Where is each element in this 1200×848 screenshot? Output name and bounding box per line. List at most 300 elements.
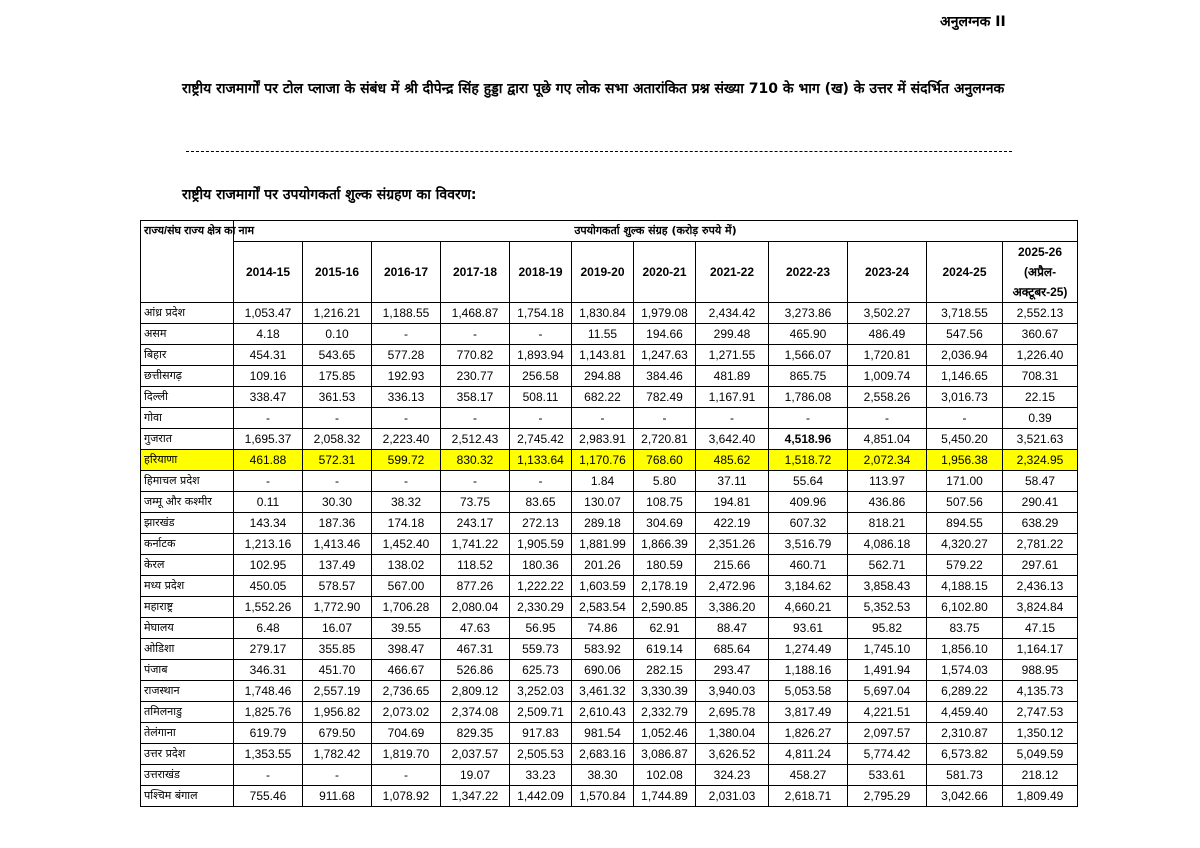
value-cell: 770.82	[441, 345, 510, 366]
value-cell: 304.69	[634, 513, 696, 534]
value-cell: 56.95	[510, 618, 572, 639]
value-cell: 2,745.42	[510, 429, 572, 450]
value-cell: 243.17	[441, 513, 510, 534]
value-cell: 3,502.27	[848, 303, 927, 324]
value-cell: 33.23	[510, 765, 572, 786]
value-cell: 174.18	[372, 513, 441, 534]
value-cell: 38.32	[372, 492, 441, 513]
value-cell: 2,080.04	[441, 597, 510, 618]
value-cell: 180.59	[634, 555, 696, 576]
value-cell: 2,374.08	[441, 702, 510, 723]
value-cell: 289.18	[572, 513, 634, 534]
value-cell: 1,603.59	[572, 576, 634, 597]
value-cell: 485.62	[696, 450, 769, 471]
value-cell: -	[234, 408, 303, 429]
state-column-header: राज्य/संघ राज्य क्षेत्र का नाम	[141, 221, 234, 303]
value-cell: 6,573.82	[927, 744, 1003, 765]
value-cell: -	[769, 408, 848, 429]
table-row	[141, 765, 1078, 786]
value-cell: 547.56	[927, 324, 1003, 345]
value-cell: 47.15	[1003, 618, 1078, 639]
value-cell: 88.47	[696, 618, 769, 639]
state-name-cell: तेलंगाना	[141, 723, 234, 744]
value-cell: 2,058.32	[303, 429, 372, 450]
value-cell: 294.88	[572, 366, 634, 387]
value-cell: 230.77	[441, 366, 510, 387]
value-cell: 384.46	[634, 366, 696, 387]
value-cell: 2,223.40	[372, 429, 441, 450]
table-row	[141, 534, 1078, 555]
state-name-cell: तमिलनाडु	[141, 702, 234, 723]
value-cell: 2,781.22	[1003, 534, 1078, 555]
value-cell: 1.84	[572, 471, 634, 492]
state-name-cell: बिहार	[141, 345, 234, 366]
value-cell: 30.30	[303, 492, 372, 513]
value-cell: 2,472.96	[696, 576, 769, 597]
value-cell: 2,590.85	[634, 597, 696, 618]
year-header: 2017-18	[441, 242, 510, 303]
value-cell: 1,222.22	[510, 576, 572, 597]
value-cell: 704.69	[372, 723, 441, 744]
value-cell: 2,558.26	[848, 387, 927, 408]
year-header: 2024-25	[927, 242, 1003, 303]
value-cell: 1,143.81	[572, 345, 634, 366]
value-cell: 4,188.15	[927, 576, 1003, 597]
state-name-cell: ओडिशा	[141, 639, 234, 660]
value-cell: 2,557.19	[303, 681, 372, 702]
value-cell: 1,518.72	[769, 450, 848, 471]
year-header: 2016-17	[372, 242, 441, 303]
value-cell: 1,745.10	[848, 639, 927, 660]
value-cell: 1,782.42	[303, 744, 372, 765]
value-cell: 2,436.13	[1003, 576, 1078, 597]
value-cell: 0.39	[1003, 408, 1078, 429]
value-cell: 130.07	[572, 492, 634, 513]
value-cell: 1,826.27	[769, 723, 848, 744]
value-cell: 782.49	[634, 387, 696, 408]
separator-line	[186, 151, 1012, 152]
state-name-cell: कर्नाटक	[141, 534, 234, 555]
table-row	[141, 681, 1078, 702]
value-cell: 11.55	[572, 324, 634, 345]
value-cell: 2,512.43	[441, 429, 510, 450]
state-name-cell: हिमाचल प्रदेश	[141, 471, 234, 492]
value-cell: 5,697.04	[848, 681, 927, 702]
value-cell: 1,413.46	[303, 534, 372, 555]
value-cell: 1,452.40	[372, 534, 441, 555]
value-cell: 1,380.04	[696, 723, 769, 744]
value-cell: 5,450.20	[927, 429, 1003, 450]
value-cell: 4,135.73	[1003, 681, 1078, 702]
value-cell: 917.83	[510, 723, 572, 744]
value-cell: 83.75	[927, 618, 1003, 639]
year-header: 2023-24	[848, 242, 927, 303]
value-cell: 1,956.38	[927, 450, 1003, 471]
value-cell: 93.61	[769, 618, 848, 639]
value-cell: 6,102.80	[927, 597, 1003, 618]
value-cell: 1,188.16	[769, 660, 848, 681]
value-cell: 2,695.78	[696, 702, 769, 723]
value-cell: 38.30	[572, 765, 634, 786]
value-cell: 1,271.55	[696, 345, 769, 366]
table-row	[141, 429, 1078, 450]
value-cell: 3,273.86	[769, 303, 848, 324]
value-cell: 1,078.92	[372, 786, 441, 807]
value-cell: 113.97	[848, 471, 927, 492]
value-cell: 460.71	[769, 555, 848, 576]
value-cell: 1,744.89	[634, 786, 696, 807]
value-cell: 4.18	[234, 324, 303, 345]
value-cell: 4,811.24	[769, 744, 848, 765]
value-cell: 180.36	[510, 555, 572, 576]
table-row	[141, 513, 1078, 534]
value-cell: 3,386.20	[696, 597, 769, 618]
value-cell: 1,274.49	[769, 639, 848, 660]
value-cell: 108.75	[634, 492, 696, 513]
table-row	[141, 702, 1078, 723]
value-cell: 3,940.03	[696, 681, 769, 702]
state-name-cell: दिल्ली	[141, 387, 234, 408]
value-cell: 894.55	[927, 513, 1003, 534]
value-cell: 3,461.32	[572, 681, 634, 702]
state-name-cell: उत्तर प्रदेश	[141, 744, 234, 765]
value-cell: 358.17	[441, 387, 510, 408]
table-row	[141, 471, 1078, 492]
value-cell: 1,956.82	[303, 702, 372, 723]
state-name-cell: आंध्र प्रदेश	[141, 303, 234, 324]
value-cell: 73.75	[441, 492, 510, 513]
value-cell: -	[234, 765, 303, 786]
state-name-cell: मध्य प्रदेश	[141, 576, 234, 597]
value-cell: 3,858.43	[848, 576, 927, 597]
value-cell: 1,216.21	[303, 303, 372, 324]
value-cell: 2,031.03	[696, 786, 769, 807]
value-cell: -	[441, 471, 510, 492]
value-cell: -	[372, 765, 441, 786]
value-cell: 526.86	[441, 660, 510, 681]
value-cell: 3,718.55	[927, 303, 1003, 324]
value-cell: 1,706.28	[372, 597, 441, 618]
table-row	[141, 450, 1078, 471]
value-cell: 467.31	[441, 639, 510, 660]
value-cell: 708.31	[1003, 366, 1078, 387]
state-name-cell: गुजरात	[141, 429, 234, 450]
state-name-cell: जम्मू और कश्मीर	[141, 492, 234, 513]
value-cell: 2,324.95	[1003, 450, 1078, 471]
value-cell: 422.19	[696, 513, 769, 534]
value-cell: 3,516.79	[769, 534, 848, 555]
value-cell: -	[303, 408, 372, 429]
value-cell: 272.13	[510, 513, 572, 534]
value-cell: 607.32	[769, 513, 848, 534]
value-cell: 4,459.40	[927, 702, 1003, 723]
value-cell: 481.89	[696, 366, 769, 387]
value-cell: 5,352.53	[848, 597, 927, 618]
value-cell: -	[927, 408, 1003, 429]
value-cell: 1,164.17	[1003, 639, 1078, 660]
value-cell: 102.95	[234, 555, 303, 576]
year-header-2025-26: 2025-26 (अप्रैल- अक्टूबर-25)	[1003, 242, 1078, 303]
value-cell: 1,819.70	[372, 744, 441, 765]
table-row	[141, 408, 1078, 429]
value-cell: -	[372, 471, 441, 492]
value-cell: 1,856.10	[927, 639, 1003, 660]
value-cell: -	[634, 408, 696, 429]
value-cell: 1,905.59	[510, 534, 572, 555]
table-row	[141, 387, 1078, 408]
value-cell: 2,683.16	[572, 744, 634, 765]
value-cell: 685.64	[696, 639, 769, 660]
value-cell: 818.21	[848, 513, 927, 534]
value-cell: 1,213.16	[234, 534, 303, 555]
value-cell: 2,610.43	[572, 702, 634, 723]
value-cell: 578.57	[303, 576, 372, 597]
value-cell: 1,167.91	[696, 387, 769, 408]
value-cell: 2,505.53	[510, 744, 572, 765]
value-cell: 1,053.47	[234, 303, 303, 324]
value-cell: 562.71	[848, 555, 927, 576]
value-cell: 436.86	[848, 492, 927, 513]
value-cell: 2,509.71	[510, 702, 572, 723]
value-cell: 1,491.94	[848, 660, 927, 681]
table-row	[141, 660, 1078, 681]
value-cell: 6,289.22	[927, 681, 1003, 702]
value-cell: 3,042.66	[927, 786, 1003, 807]
value-cell: 5,774.42	[848, 744, 927, 765]
value-cell: 1,979.08	[634, 303, 696, 324]
table-row	[141, 345, 1078, 366]
value-cell: 137.49	[303, 555, 372, 576]
value-cell: -	[441, 408, 510, 429]
value-cell: 361.53	[303, 387, 372, 408]
year-header: 2020-21	[634, 242, 696, 303]
value-cell: 4,851.04	[848, 429, 927, 450]
value-cell: 192.93	[372, 366, 441, 387]
document-heading: राष्ट्रीय राजमार्गों पर टोल प्लाजा के संबंध में श्री दीपेन्द्र सिंह हुड्डा द्वारा पूछे गए लोक सभा अतारांकित प्रश्न संख्या 710 के भाग (ख) के उत्तर में संदर्भित अनुलग्नक	[182, 81, 1005, 97]
value-cell: 355.85	[303, 639, 372, 660]
value-cell: 486.49	[848, 324, 927, 345]
value-cell: 2,795.29	[848, 786, 927, 807]
value-cell: 2,720.81	[634, 429, 696, 450]
value-cell: 559.73	[510, 639, 572, 660]
value-cell: 1,468.87	[441, 303, 510, 324]
annex-label: अनुलग्नक II	[940, 14, 1006, 30]
value-cell: 466.67	[372, 660, 441, 681]
value-cell: 3,521.63	[1003, 429, 1078, 450]
value-cell: 1,720.81	[848, 345, 927, 366]
value-cell: 877.26	[441, 576, 510, 597]
value-cell: 39.55	[372, 618, 441, 639]
value-cell: 1,566.07	[769, 345, 848, 366]
value-cell: 1,772.90	[303, 597, 372, 618]
value-cell: 3,817.49	[769, 702, 848, 723]
year-header: 2018-19	[510, 242, 572, 303]
value-cell: 1,741.22	[441, 534, 510, 555]
value-cell: 583.92	[572, 639, 634, 660]
value-cell: 2,983.91	[572, 429, 634, 450]
value-cell: 37.11	[696, 471, 769, 492]
value-cell: 579.22	[927, 555, 1003, 576]
value-cell: 299.48	[696, 324, 769, 345]
value-cell: 109.16	[234, 366, 303, 387]
value-cell: 830.32	[441, 450, 510, 471]
year-header: 2015-16	[303, 242, 372, 303]
value-cell: 679.50	[303, 723, 372, 744]
value-cell: 1,247.63	[634, 345, 696, 366]
value-cell: 118.52	[441, 555, 510, 576]
value-cell: 458.27	[769, 765, 848, 786]
table-row	[141, 639, 1078, 660]
toll-collection-table	[140, 220, 1078, 807]
value-cell: 581.73	[927, 765, 1003, 786]
value-cell: 1,170.76	[572, 450, 634, 471]
value-cell: 1,188.55	[372, 303, 441, 324]
value-cell: 4,660.21	[769, 597, 848, 618]
value-cell: 138.02	[372, 555, 441, 576]
value-cell: 3,184.62	[769, 576, 848, 597]
value-cell: 2,332.79	[634, 702, 696, 723]
value-cell: -	[572, 408, 634, 429]
value-cell: 187.36	[303, 513, 372, 534]
value-cell: 0.10	[303, 324, 372, 345]
value-cell: 755.46	[234, 786, 303, 807]
value-cell: 2,330.29	[510, 597, 572, 618]
value-cell: 194.81	[696, 492, 769, 513]
value-cell: 1,442.09	[510, 786, 572, 807]
state-name-cell: पंजाब	[141, 660, 234, 681]
value-cell: 409.96	[769, 492, 848, 513]
value-cell: 2,178.19	[634, 576, 696, 597]
value-cell: 865.75	[769, 366, 848, 387]
value-cell: 465.90	[769, 324, 848, 345]
table-row	[141, 366, 1078, 387]
value-cell: 1,830.84	[572, 303, 634, 324]
value-cell: 619.79	[234, 723, 303, 744]
value-cell: 454.31	[234, 345, 303, 366]
value-cell: 625.73	[510, 660, 572, 681]
value-cell: 461.88	[234, 450, 303, 471]
value-cell: 215.66	[696, 555, 769, 576]
value-cell: 47.63	[441, 618, 510, 639]
value-cell: 1,552.26	[234, 597, 303, 618]
state-name-cell: महाराष्ट्र	[141, 597, 234, 618]
value-cell: 279.17	[234, 639, 303, 660]
value-cell: 360.67	[1003, 324, 1078, 345]
value-cell: 2,036.94	[927, 345, 1003, 366]
value-cell: 507.56	[927, 492, 1003, 513]
value-cell: 988.95	[1003, 660, 1078, 681]
value-cell: 2,583.54	[572, 597, 634, 618]
value-cell: 171.00	[927, 471, 1003, 492]
value-cell: 450.05	[234, 576, 303, 597]
value-cell: 1,574.03	[927, 660, 1003, 681]
value-cell: 1,353.55	[234, 744, 303, 765]
value-cell: -	[441, 324, 510, 345]
value-cell: 638.29	[1003, 513, 1078, 534]
value-cell: 599.72	[372, 450, 441, 471]
state-name-cell: राजस्थान	[141, 681, 234, 702]
state-name-cell: उत्तराखंड	[141, 765, 234, 786]
value-cell: 577.28	[372, 345, 441, 366]
value-cell: 1,866.39	[634, 534, 696, 555]
value-cell: 4,518.96	[769, 429, 848, 450]
value-cell: 1,825.76	[234, 702, 303, 723]
value-cell: 3,086.87	[634, 744, 696, 765]
value-cell: 1,350.12	[1003, 723, 1078, 744]
value-cell: 3,824.84	[1003, 597, 1078, 618]
value-cell: 95.82	[848, 618, 927, 639]
table-caption: राष्ट्रीय राजमार्गों पर उपयोगकर्ता शुल्क संग्रहण का विवरण:	[182, 187, 477, 203]
value-cell: 5,049.59	[1003, 744, 1078, 765]
value-cell: 1,754.18	[510, 303, 572, 324]
value-cell: 543.65	[303, 345, 372, 366]
value-cell: 1,570.84	[572, 786, 634, 807]
value-cell: 1,786.08	[769, 387, 848, 408]
year-header: 2021-22	[696, 242, 769, 303]
value-cell: 2,736.65	[372, 681, 441, 702]
state-name-cell: केरल	[141, 555, 234, 576]
value-cell: 4,320.27	[927, 534, 1003, 555]
value-cell: 981.54	[572, 723, 634, 744]
value-cell: 218.12	[1003, 765, 1078, 786]
value-cell: 19.07	[441, 765, 510, 786]
value-cell: 2,310.87	[927, 723, 1003, 744]
value-cell: 4,086.18	[848, 534, 927, 555]
value-cell: 508.11	[510, 387, 572, 408]
value-cell: 4,221.51	[848, 702, 927, 723]
year-header: 2019-20	[572, 242, 634, 303]
value-cell: -	[234, 471, 303, 492]
value-cell: 293.47	[696, 660, 769, 681]
value-cell: 1,226.40	[1003, 345, 1078, 366]
value-cell: 1,146.65	[927, 366, 1003, 387]
value-cell: 5.80	[634, 471, 696, 492]
value-cell: 911.68	[303, 786, 372, 807]
value-cell: 1,347.22	[441, 786, 510, 807]
value-cell: -	[510, 408, 572, 429]
value-cell: 1,695.37	[234, 429, 303, 450]
value-cell: -	[696, 408, 769, 429]
value-cell: 690.06	[572, 660, 634, 681]
value-cell: -	[510, 324, 572, 345]
value-cell: 1,881.99	[572, 534, 634, 555]
value-cell: 175.85	[303, 366, 372, 387]
state-name-cell: मेघालय	[141, 618, 234, 639]
value-cell: 2,618.71	[769, 786, 848, 807]
state-name-cell: हरियाणा	[141, 450, 234, 471]
table-row	[141, 576, 1078, 597]
state-name-cell: असम	[141, 324, 234, 345]
table-row	[141, 492, 1078, 513]
value-cell: -	[510, 471, 572, 492]
table-row	[141, 555, 1078, 576]
value-cell: 2,037.57	[441, 744, 510, 765]
value-cell: 324.23	[696, 765, 769, 786]
state-name-cell: गोवा	[141, 408, 234, 429]
value-cell: 2,552.13	[1003, 303, 1078, 324]
value-cell: 1,133.64	[510, 450, 572, 471]
value-cell: 55.64	[769, 471, 848, 492]
value-cell: 2,351.26	[696, 534, 769, 555]
value-cell: 619.14	[634, 639, 696, 660]
value-cell: 2,747.53	[1003, 702, 1078, 723]
value-cell: 682.22	[572, 387, 634, 408]
value-cell: 768.60	[634, 450, 696, 471]
value-cell: 22.15	[1003, 387, 1078, 408]
value-cell: 3,252.03	[510, 681, 572, 702]
value-cell: 3,016.73	[927, 387, 1003, 408]
value-cell: 2,097.57	[848, 723, 927, 744]
